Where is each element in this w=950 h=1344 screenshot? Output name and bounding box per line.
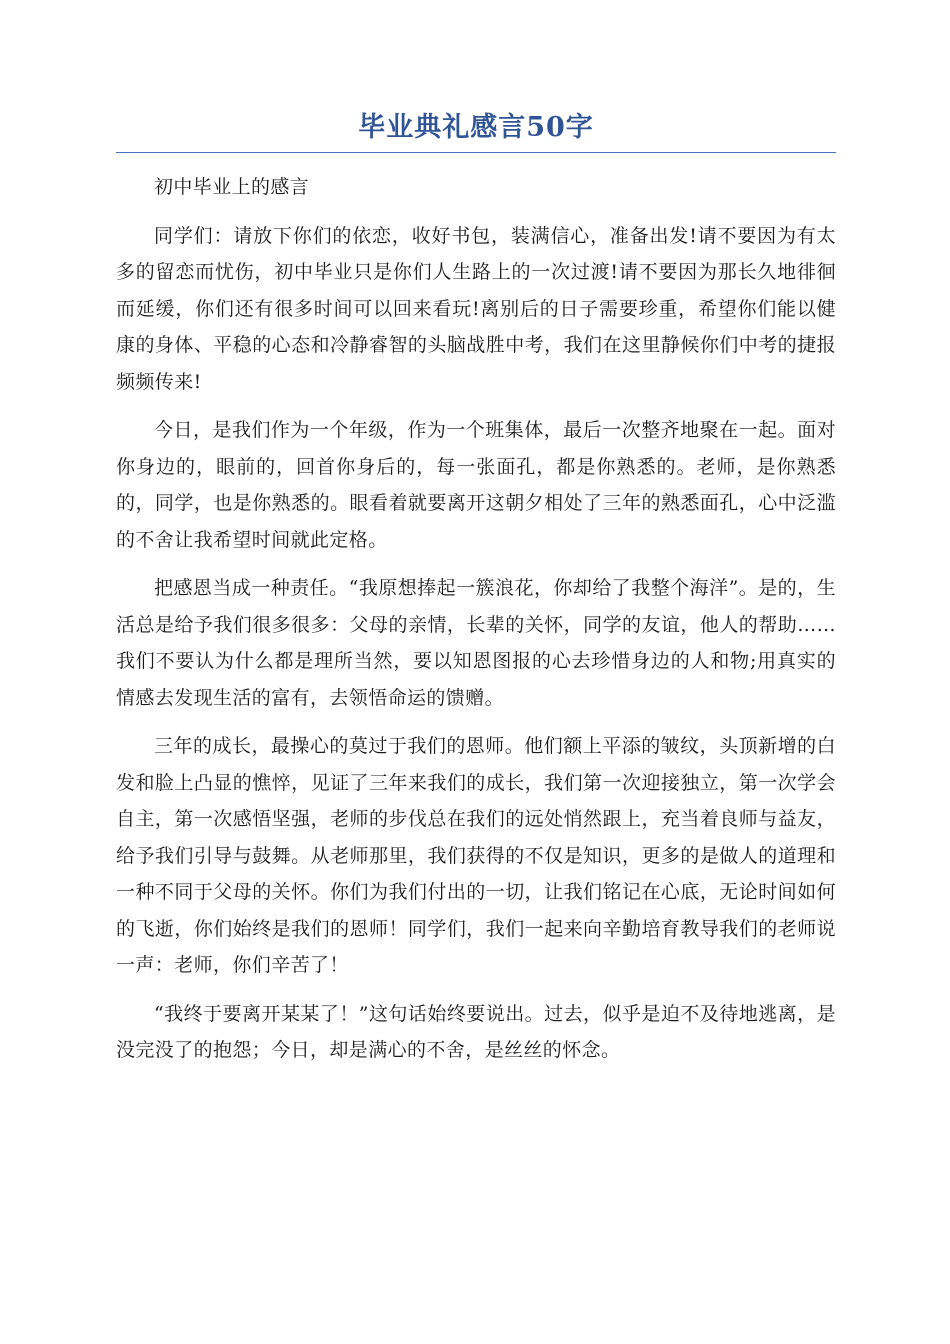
section-heading: 初中毕业上的感言 [154, 176, 310, 198]
paragraph-2: 今日，是我们作为一个年级，作为一个班集体，最后一次整齐地聚在一起。面对你身边的，眼前的，回首你身后的，每一张面孔，都是你熟悉的。老师，是你熟悉的，同学，也是你熟悉的。眼看着就要离开这朝夕相处了三年的熟悉面孔，心中泛滥的不舍让我希望时间就此定格。 [116, 419, 836, 551]
paragraph-1: 同学们：请放下你们的依恋，收好书包，装满信心，准备出发!请不要因为有太多的留恋而忧伤，初中毕业只是你们人生路上的一次过渡!请不要因为那长久地徘徊而延缓，你们还有很多时间可以回来看玩!离别后的日子需要珍重，希望你们能以健康的身体、平稳的心态和冷静睿智的头脑战胜中考，我们在这里静候你们中考的捷报频频传来! [116, 224, 836, 393]
document-title: 毕业典礼感言50字 [358, 112, 594, 143]
paragraph-4: 三年的成长，最操心的莫过于我们的恩师。他们额上平添的皱纹，头顶新增的白发和脸上凸显的憔悴，见证了三年来我们的成长，我们第一次迎接独立，第一次学会自主，第一次感悟坚强，老师的步伐总在我们的远处悄然跟上，充当着良师与益友，给予我们引导与鼓舞。从老师那里，我们获得的不仅是知识，更多的是做人的道理和一种不同于父母的关怀。你们为我们付出的一切，让我们铭记在心底，无论时间如何的飞逝，你们始终是我们的恩师！同学们，我们一起来向辛勤培育教导我们的老师说一声：老师，你们辛苦了！ [116, 735, 836, 976]
paragraph-3: 把感恩当成一种责任。“我原想捧起一簇浪花，你却给了我整个海洋”。是的，生活总是给予我们很多很多：父母的亲情，长辈的关怀，同学的友谊，他人的帮助……我们不要认为什么都是理所当然，要以知恩图报的心去珍惜身边的人和物;用真实的情感去发现生活的富有，去领悟命运的馈赠。 [116, 577, 836, 709]
paragraph-5: “我终于要离开某某了！”这句话始终要说出。过去，似乎是迫不及待地逃离，是没完没了的抱怨；今日，却是满心的不舍，是丝丝的怀念。 [116, 1002, 836, 1061]
document-page [116, 108, 836, 1081]
title-underline [116, 152, 836, 153]
